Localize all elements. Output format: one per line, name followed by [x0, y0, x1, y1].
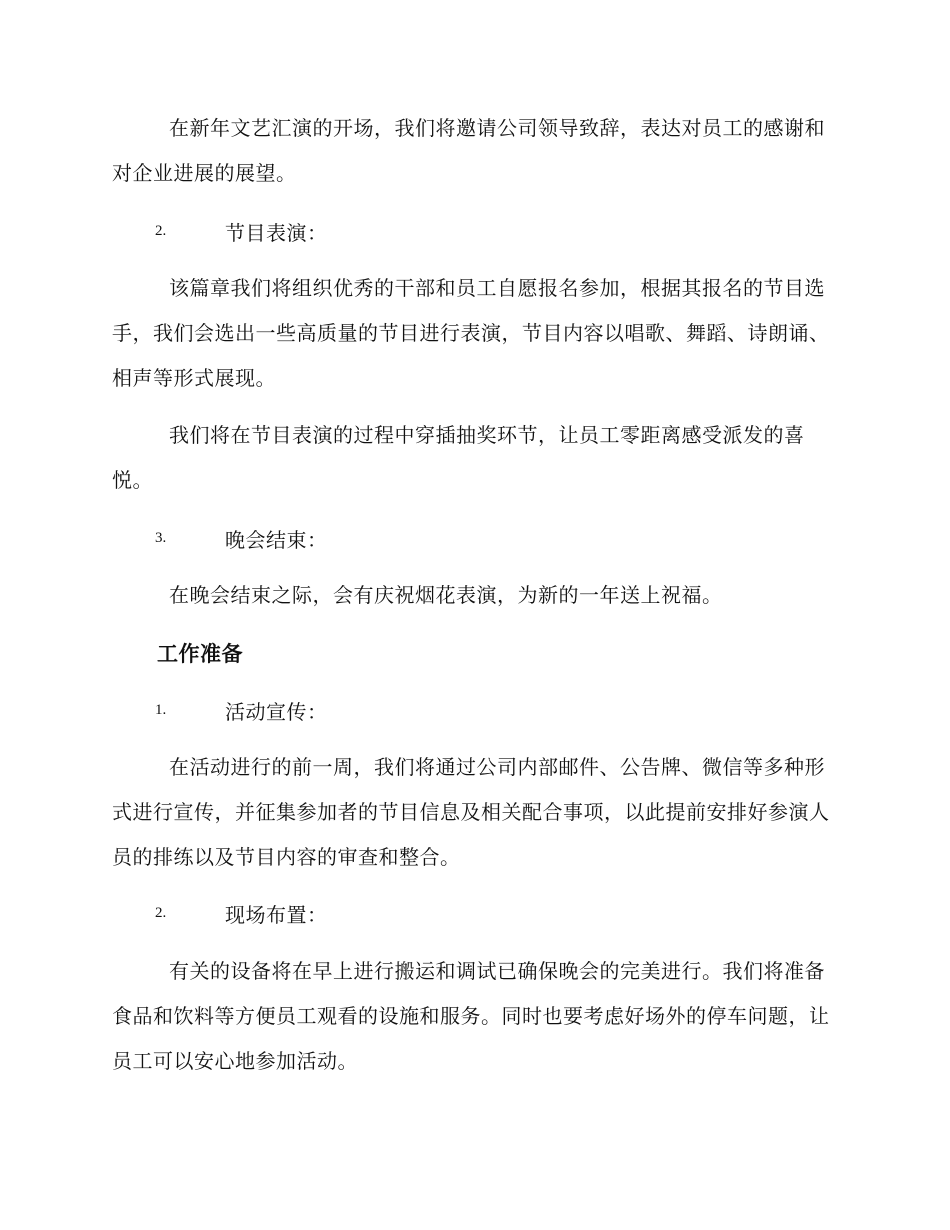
list-item-venue: [155, 898, 328, 928]
list-label: 节目表演：: [225, 220, 328, 245]
paragraph-opening: 在新年文艺汇演的开场，我们将邀请公司领导致辞，表达对员工的感谢和对企业进展的展望。: [112, 116, 825, 185]
list-item-ending: [155, 523, 328, 553]
list-number: 1.: [155, 701, 167, 718]
list-number: 2.: [155, 222, 167, 239]
paragraph-program: 该篇章我们将组织优秀的干部和员工自愿报名参加，根据其报名的节目选手，我们会选出一些高质量的节目进行表演，节目内容以唱歌、舞蹈、诗朗诵、相声等形式展现。: [112, 276, 830, 390]
list-label: 晚会结束：: [225, 527, 328, 552]
list-item-program: [155, 216, 328, 246]
list-label: 现场布置：: [225, 902, 328, 927]
list-number: 2.: [155, 904, 167, 921]
section-heading-work-prep: 工作准备: [157, 642, 243, 666]
paragraph-lottery: 我们将在节目表演的过程中穿插抽奖环节，让员工零距离感受派发的喜悦。: [112, 423, 805, 492]
paragraph-fireworks: 在晚会结束之际，会有庆祝烟花表演，为新的一年送上祝福。: [169, 583, 723, 607]
paragraph-promotion: 在活动进行的前一周，我们将通过公司内部邮件、公告牌、微信等多种形式进行宣传，并征集参加者的节目信息及相关配合事项，以此提前安排好参演人员的排练以及节目内容的审查和整合。: [112, 755, 830, 869]
paragraph-venue: 有关的设备将在早上进行搬运和调试已确保晚会的完美进行。我们将准备食品和饮料等方便员工观看的设施和服务。同时也要考虑好场外的停车问题，让员工可以安心地参加活动。: [112, 959, 830, 1073]
list-label: 活动宣传：: [225, 699, 328, 724]
list-item-promotion: [155, 695, 328, 725]
list-number: 3.: [155, 529, 167, 546]
